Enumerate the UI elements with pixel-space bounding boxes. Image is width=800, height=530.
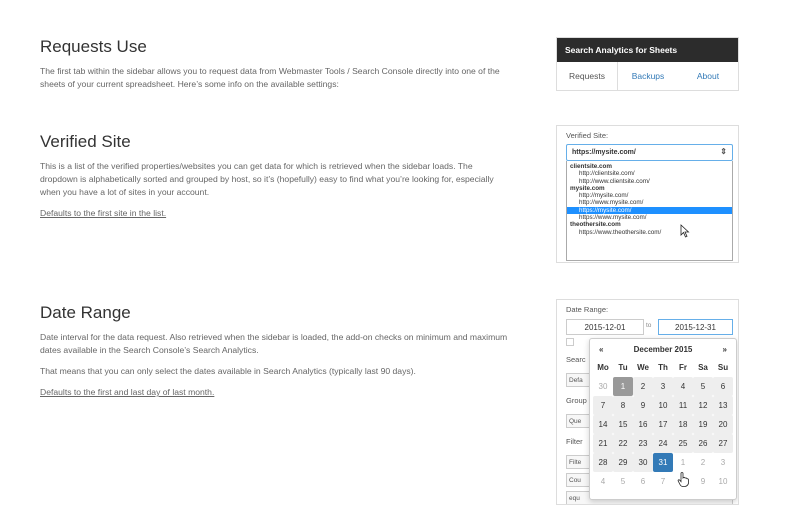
calendar-day[interactable]: 17: [653, 415, 673, 434]
calendar-day[interactable]: 10: [718, 477, 728, 486]
calendar-day[interactable]: 7: [593, 396, 613, 415]
calendar-weekday: Su: [717, 363, 729, 372]
calendar-grid: [593, 358, 733, 491]
filter-operator-select[interactable]: equ: [566, 491, 733, 505]
requests-use-section: [40, 37, 510, 99]
verified-site-body: This is a list of the verified properties/websites you can get data for which is retrieved when the sidebar loads. The dropdown is alphabetically sorted and grouped by host, so it’s (hopefully) easy to find what you’re looking for, especially when you have a lot of sites in your account.: [40, 161, 494, 197]
calendar-day[interactable]: 1: [680, 458, 686, 467]
calendar-month-title[interactable]: December 2015: [633, 345, 693, 354]
date-range-body-2: That means that you can only select the dates available in Search Analytics (typically last 90 days).: [40, 366, 416, 376]
date-to-input[interactable]: 2015-12-31: [658, 319, 733, 335]
calendar-day[interactable]: 4: [673, 377, 693, 396]
site-option[interactable]: http://www.mysite.com/: [579, 199, 644, 207]
calendar-day[interactable]: 3: [720, 458, 726, 467]
select-arrows-icon: ⇕: [720, 147, 727, 156]
verified-site-title: Verified Site: [40, 132, 131, 151]
calendar-day[interactable]: 28: [593, 453, 613, 472]
calendar-day[interactable]: 26: [693, 434, 713, 453]
calendar-day[interactable]: 21: [593, 434, 613, 453]
calendar-day[interactable]: 11: [673, 396, 693, 415]
calendar-day[interactable]: 14: [593, 415, 613, 434]
tab-about[interactable]: About: [696, 71, 720, 81]
date-range-body-1: Date interval for the data request. Also retrieved when the sidebar is loaded, the add-on checks on minimum and maximum dates available in the Search Console’s Search Analytics.: [40, 332, 508, 355]
filter-dimension-select[interactable]: Cou: [566, 473, 596, 487]
calendar-day[interactable]: 6: [640, 477, 646, 486]
requests-use-title: Requests Use: [40, 37, 147, 56]
search-type-label: Searc: [566, 355, 586, 364]
date-range-default-note: Defaults to the first and last day of last month.: [40, 387, 215, 397]
calendar-day[interactable]: 5: [620, 477, 626, 486]
calendar-header: [593, 343, 733, 358]
calendar-day[interactable]: 1: [613, 377, 633, 396]
sidebar-tabs-screenshot: [556, 37, 739, 91]
calendar-weekday: We: [637, 363, 649, 372]
calendar-day[interactable]: 27: [713, 434, 733, 453]
tab-requests[interactable]: Requests: [557, 62, 618, 91]
calendar-day[interactable]: 22: [613, 434, 633, 453]
filter-input[interactable]: Filte: [566, 455, 596, 469]
mouse-pointer-icon: [680, 224, 690, 238]
date-range-label: Date Range:: [566, 305, 609, 314]
verified-site-selected-value: https://mysite.com/: [572, 149, 636, 156]
site-option[interactable]: https://www.theothersite.com/: [579, 228, 662, 236]
calendar-next-button[interactable]: »: [722, 345, 727, 354]
calendar-day[interactable]: 9: [700, 477, 706, 486]
calendar-weekday: Mo: [597, 363, 609, 372]
date-range-title: Date Range: [40, 303, 131, 322]
calendar-day[interactable]: 12: [693, 396, 713, 415]
date-to-label: to: [646, 322, 652, 329]
calendar-day[interactable]: 15: [613, 415, 633, 434]
calendar-day[interactable]: 25: [673, 434, 693, 453]
calendar-day[interactable]: 16: [633, 415, 653, 434]
calendar-day[interactable]: 30: [598, 382, 608, 391]
calendar-day[interactable]: 29: [613, 453, 633, 472]
verified-site-section: [40, 132, 510, 228]
calendar-day[interactable]: 31: [653, 453, 673, 472]
verified-site-default-note: Defaults to the first site in the list.: [40, 208, 167, 218]
calendar-day[interactable]: 6: [713, 377, 733, 396]
requests-use-body: The first tab within the sidebar allows you to request data from Webmaster Tools / Search Console directly into one of the sheets of your current spreadsheet. Here’s some info on the available settings:: [40, 66, 500, 89]
calendar-day[interactable]: 7: [660, 477, 666, 486]
date-range-screenshot: [556, 299, 739, 505]
calendar-day[interactable]: 20: [713, 415, 733, 434]
site-option[interactable]: http://clientsite.com/: [579, 170, 635, 178]
calendar-day[interactable]: 24: [653, 434, 673, 453]
calendar-day[interactable]: 2: [633, 377, 653, 396]
calendar-day[interactable]: 9: [633, 396, 653, 415]
group-by-label: Group: [566, 396, 587, 405]
sidebar-tab-bar: [557, 62, 738, 91]
calendar-day[interactable]: 2: [700, 458, 706, 467]
site-option[interactable]: https://mysite.com/: [567, 207, 732, 214]
calendar-weekday: Fr: [679, 363, 687, 372]
calendar-day[interactable]: 13: [713, 396, 733, 415]
calendar-day[interactable]: 19: [693, 415, 713, 434]
site-option-group: mysite.com: [570, 184, 605, 192]
calendar-weekday: Tu: [618, 363, 628, 372]
site-option[interactable]: https://www.mysite.com/: [579, 214, 647, 222]
verified-site-select[interactable]: [566, 144, 733, 161]
background-checkbox[interactable]: [566, 338, 574, 346]
site-option-group: clientsite.com: [570, 163, 612, 170]
site-option-group: theothersite.com: [570, 221, 621, 229]
verified-site-screenshot: [556, 125, 739, 263]
search-type-select[interactable]: Defa: [566, 373, 596, 387]
calendar-day[interactable]: 10: [653, 396, 673, 415]
hand-pointer-icon: [677, 472, 690, 487]
site-option[interactable]: http://mysite.com/: [579, 192, 629, 200]
calendar-weekday: Th: [658, 363, 668, 372]
calendar-day[interactable]: 5: [693, 377, 713, 396]
calendar-weekday: Sa: [698, 363, 708, 372]
verified-site-options-list: [566, 161, 733, 261]
calendar-day[interactable]: 8: [613, 396, 633, 415]
date-range-section: [40, 303, 510, 407]
site-option[interactable]: http://www.clientsite.com/: [579, 177, 650, 185]
calendar-day[interactable]: 30: [633, 453, 653, 472]
calendar-day[interactable]: 18: [673, 415, 693, 434]
calendar-day[interactable]: 3: [653, 377, 673, 396]
date-picker-calendar: [589, 338, 737, 500]
calendar-prev-button[interactable]: «: [599, 345, 604, 354]
filter-label: Filter: [566, 437, 583, 446]
calendar-day[interactable]: 4: [600, 477, 606, 486]
tab-backups[interactable]: Backups: [631, 71, 665, 81]
sidebar-header-title: Search Analytics for Sheets: [557, 38, 738, 62]
group-by-select[interactable]: Que: [566, 414, 596, 428]
calendar-day[interactable]: 23: [633, 434, 653, 453]
verified-site-label: Verified Site:: [566, 131, 609, 140]
date-from-input[interactable]: 2015-12-01: [566, 319, 644, 335]
